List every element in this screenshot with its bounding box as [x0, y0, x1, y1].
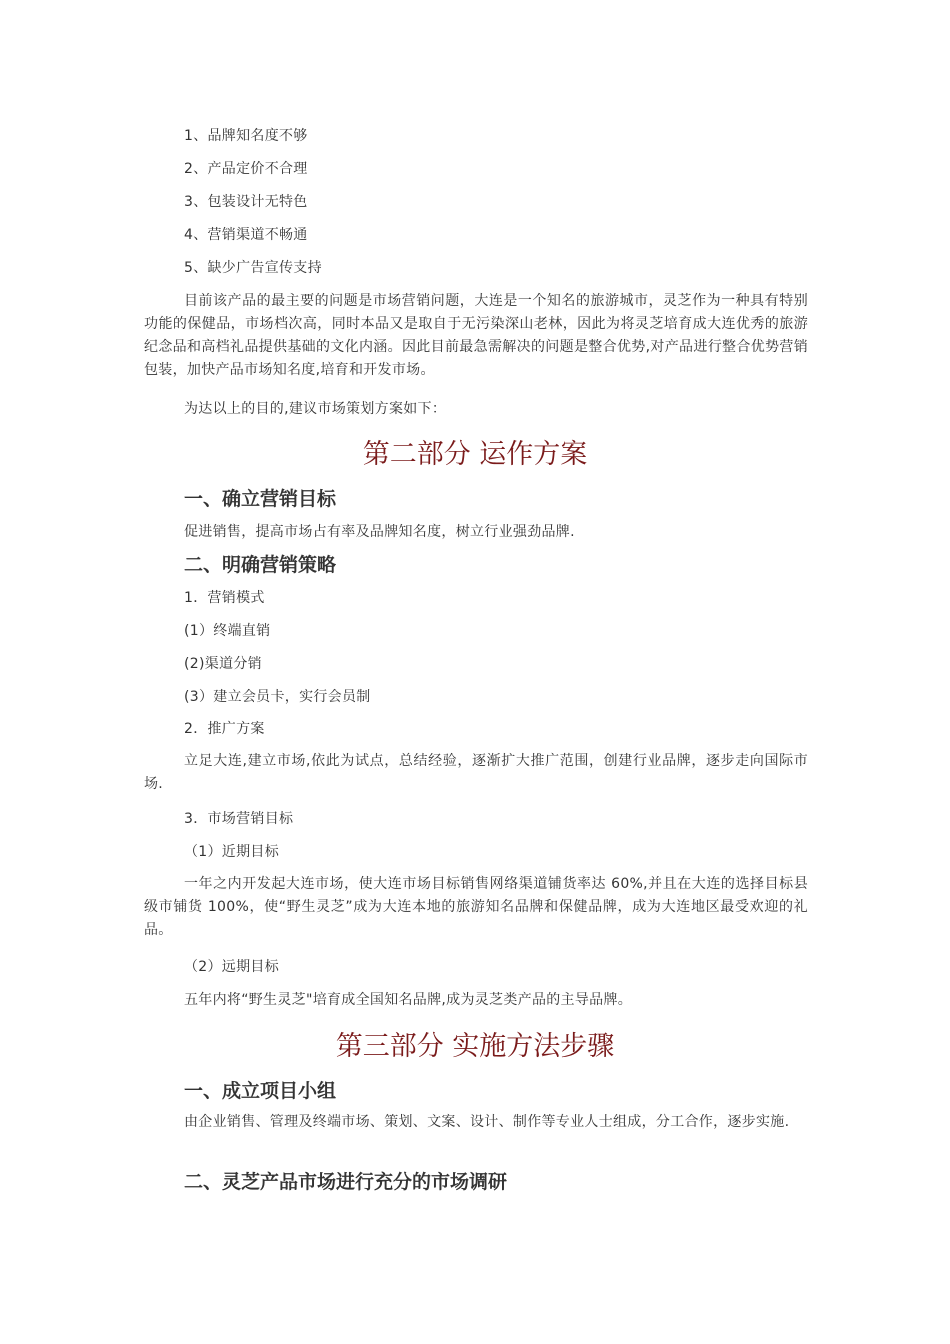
part3-section1-title: 一、成立项目小组	[184, 1080, 337, 1102]
long-term-heading: （2）远期目标	[184, 959, 280, 975]
problem-item: 5、缺少广告宣传支持	[184, 260, 322, 276]
intro-paragraph: 目前该产品的最主要的问题是市场营销问题，大连是一个知名的旅游城市，灵芝作为一种具有特别功能的保健品，市场档次高，同时本品又是取自于无污染深山老林，因此为将灵芝培育成大连优秀的旅游纪念品和高档礼品提供基础的文化内涵。因此目前最急需解决的问题是整合优势,对产品进行整合优势营销包装，加快产品市场知名度,培育和开发市场。	[144, 293, 808, 378]
long-term-text: 五年内将“野生灵芝"培育成全国知名品牌,成为灵芝类产品的主导品牌。	[184, 992, 633, 1008]
problem-item: 4、营销渠道不畅通	[184, 227, 308, 243]
part2-title: 第二部分 运作方案	[362, 439, 588, 470]
near-term-heading: （1）近期目标	[184, 844, 280, 860]
marketing-mode-item: (3）建立会员卡，实行会员制	[184, 689, 371, 705]
marketing-mode-heading: 1．营销模式	[184, 590, 265, 606]
marketing-mode-item: (2)渠道分销	[184, 656, 262, 672]
problem-item: 2、产品定价不合理	[184, 161, 308, 177]
part2-section1-text: 促进销售，提高市场占有率及品牌知名度，树立行业强劲品牌.	[184, 524, 575, 540]
promotion-text: 立足大连,建立市场,依此为试点，总结经验，逐渐扩大推广范围，创建行业品牌，逐步走向国际市场.	[144, 753, 808, 792]
part2-section1-title: 一、确立营销目标	[184, 488, 337, 510]
problem-item: 3、包装设计无特色	[184, 194, 308, 210]
part3-title: 第三部分 实施方法步骤	[335, 1031, 615, 1062]
market-goal-heading: 3．市场营销目标	[184, 811, 294, 827]
part3-section1-text: 由企业销售、管理及终端市场、策划、文案、设计、制作等专业人士组成，分工合作，逐步实施.	[184, 1114, 790, 1130]
proposal-intro: 为达以上的目的,建议市场策划方案如下：	[184, 401, 447, 417]
part2-section2-title: 二、明确营销策略	[184, 554, 337, 576]
marketing-mode-item: (1）终端直销	[184, 623, 271, 639]
problem-item: 1、品牌知名度不够	[184, 128, 308, 144]
part3-section2-title: 二、灵芝产品市场进行充分的市场调研	[184, 1171, 508, 1193]
near-term-text: 一年之内开发起大连市场，使大连市场目标销售网络渠道铺货率达 60%,并且在大连的选择目标县级市铺货 100%，使“野生灵芝”成为大连本地的旅游知名品牌和保健品牌，成为大连地区最受欢迎的礼品。	[144, 876, 808, 938]
promotion-heading: 2．推广方案	[184, 721, 265, 737]
